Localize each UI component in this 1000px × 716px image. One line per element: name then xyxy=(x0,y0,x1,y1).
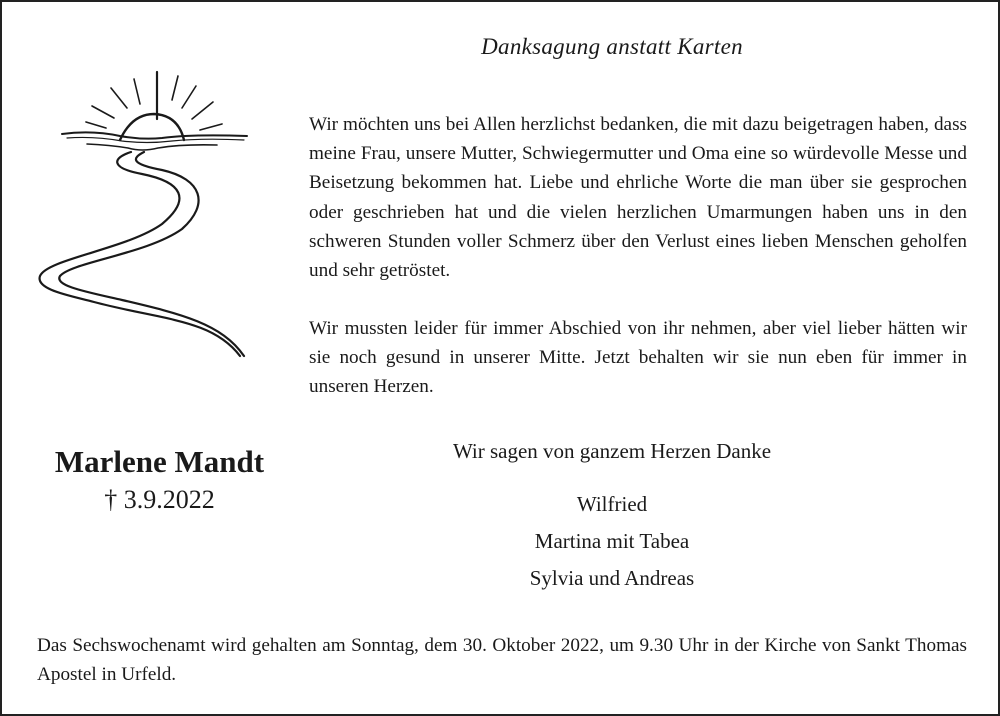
service-announcement: Das Sechswochenamt wird gehalten am Sonntag, dem 30. Oktober 2022, um 9.30 Uhr in der Kirche von Sankt Thomas Apostel in Urfeld. xyxy=(37,635,967,685)
thanks-line: Wir sagen von ganzem Herzen Danke xyxy=(452,439,772,463)
sunrise-path-icon xyxy=(32,64,272,364)
thanks-paragraph-2: Wir mussten leider für immer Abschied von ihr nehmen, aber viel lieber hätten wir sie noch gesund in unserer Mitte. Jetzt behalten wir sie nun eben für immer in unseren Herzen. xyxy=(309,318,967,398)
notice-heading: Danksagung anstatt Karten xyxy=(481,34,743,59)
signers-list xyxy=(442,486,782,597)
thanks-paragraph-1: Wir möchten uns bei Allen herzlichst bedanken, die mit dazu beigetragen haben, dass meine Frau, unsere Mutter, Schwiegermutter und Oma eine so würdevolle Messe und Beisetzung bekommen hat. Liebe und ehrliche Worte die man über sie gesprochen oder geschrieben hat und die vielen herzlichen Umarmungen haben uns in den schweren Stunden voller Schmerz über den Verlust eines lieben Menschen geholfen und sehr getröstet. xyxy=(309,114,967,282)
signer: Wilfried xyxy=(576,492,648,516)
deceased-name: Marlene Mandt xyxy=(54,444,265,479)
signer: Sylvia und Andreas xyxy=(529,566,695,590)
death-date: † 3.9.2022 xyxy=(104,485,215,514)
signer: Martina mit Tabea xyxy=(534,529,690,553)
